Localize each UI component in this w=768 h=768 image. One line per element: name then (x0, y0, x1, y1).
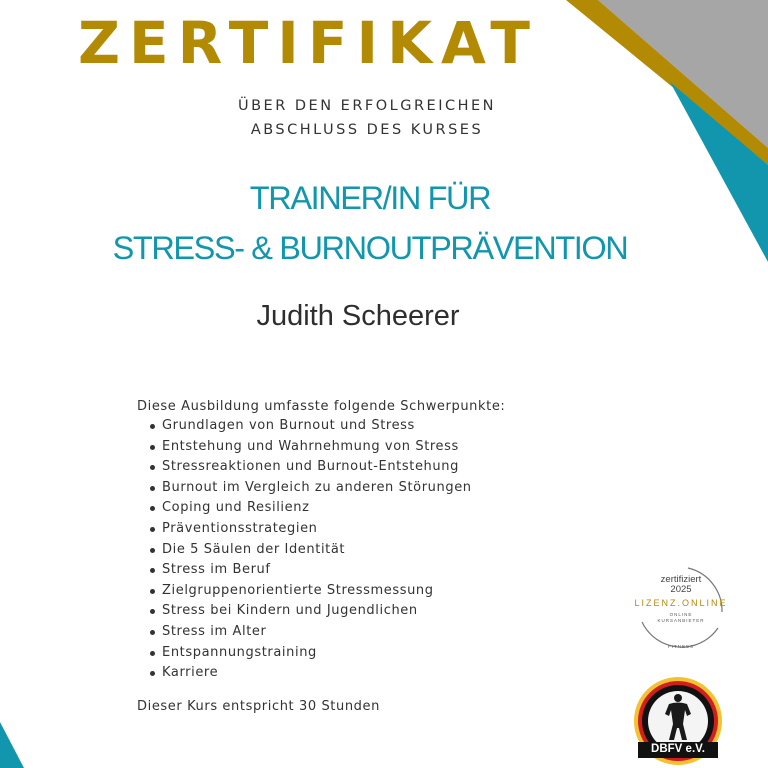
subtitle-line-2: ABSCHLUSS DES KURSES (250, 122, 484, 138)
recipient-name: Judith Scheerer (256, 300, 460, 332)
dbfv-seal (633, 676, 723, 766)
course-title-line-2: STRESS- & BURNOUTPRÄVENTION (112, 230, 628, 266)
list-item: Burnout im Vergleich zu anderen Störungen (148, 478, 472, 499)
list-item: Entspannungstraining (148, 643, 472, 664)
course-hours-note: Dieser Kurs entspricht 30 Stunden (137, 699, 380, 714)
dbfv-label: DBFV e.V. (651, 743, 705, 755)
list-item: Zielgruppenorientierte Stressmessung (148, 581, 472, 602)
list-item: Präventionsstrategien (148, 519, 472, 540)
list-item: Entstehung und Wahrnehmung von Stress (148, 437, 472, 458)
seal-brand: LIZENZ.ONLINE (634, 598, 728, 608)
list-item: Stress im Alter (148, 622, 472, 643)
seal-certified-label: zertifiziert (660, 574, 702, 585)
seal-sub-3: FITNESS (667, 644, 694, 649)
list-item: Grundlagen von Burnout und Stress (148, 416, 472, 437)
subtitle-line-1: ÜBER DEN ERFOLGREICHEN (237, 98, 497, 114)
topics-list (148, 416, 472, 684)
seal-sub-1: ONLINE (669, 612, 693, 617)
course-title-line-1: TRAINER/IN FÜR (249, 180, 491, 216)
teal-bottom-left-triangle (0, 722, 24, 768)
certificate-subtitle (0, 94, 734, 142)
list-item: Stress im Beruf (148, 560, 472, 581)
list-item: Stressreaktionen und Burnout-Entstehung (148, 457, 472, 478)
list-item: Karriere (148, 663, 472, 684)
certificate-title: ZERTIFIKAT (78, 9, 539, 77)
seal-sub-2: KURSANBIETER (657, 618, 705, 623)
seal-year: 2025 (670, 584, 692, 595)
lizenz-online-seal (630, 562, 732, 662)
topics-intro: Diese Ausbildung umfasste folgende Schwerpunkte: (137, 399, 506, 414)
list-item: Die 5 Säulen der Identität (148, 540, 472, 561)
list-item: Stress bei Kindern und Jugendlichen (148, 601, 472, 622)
list-item: Coping und Resilienz (148, 498, 472, 519)
